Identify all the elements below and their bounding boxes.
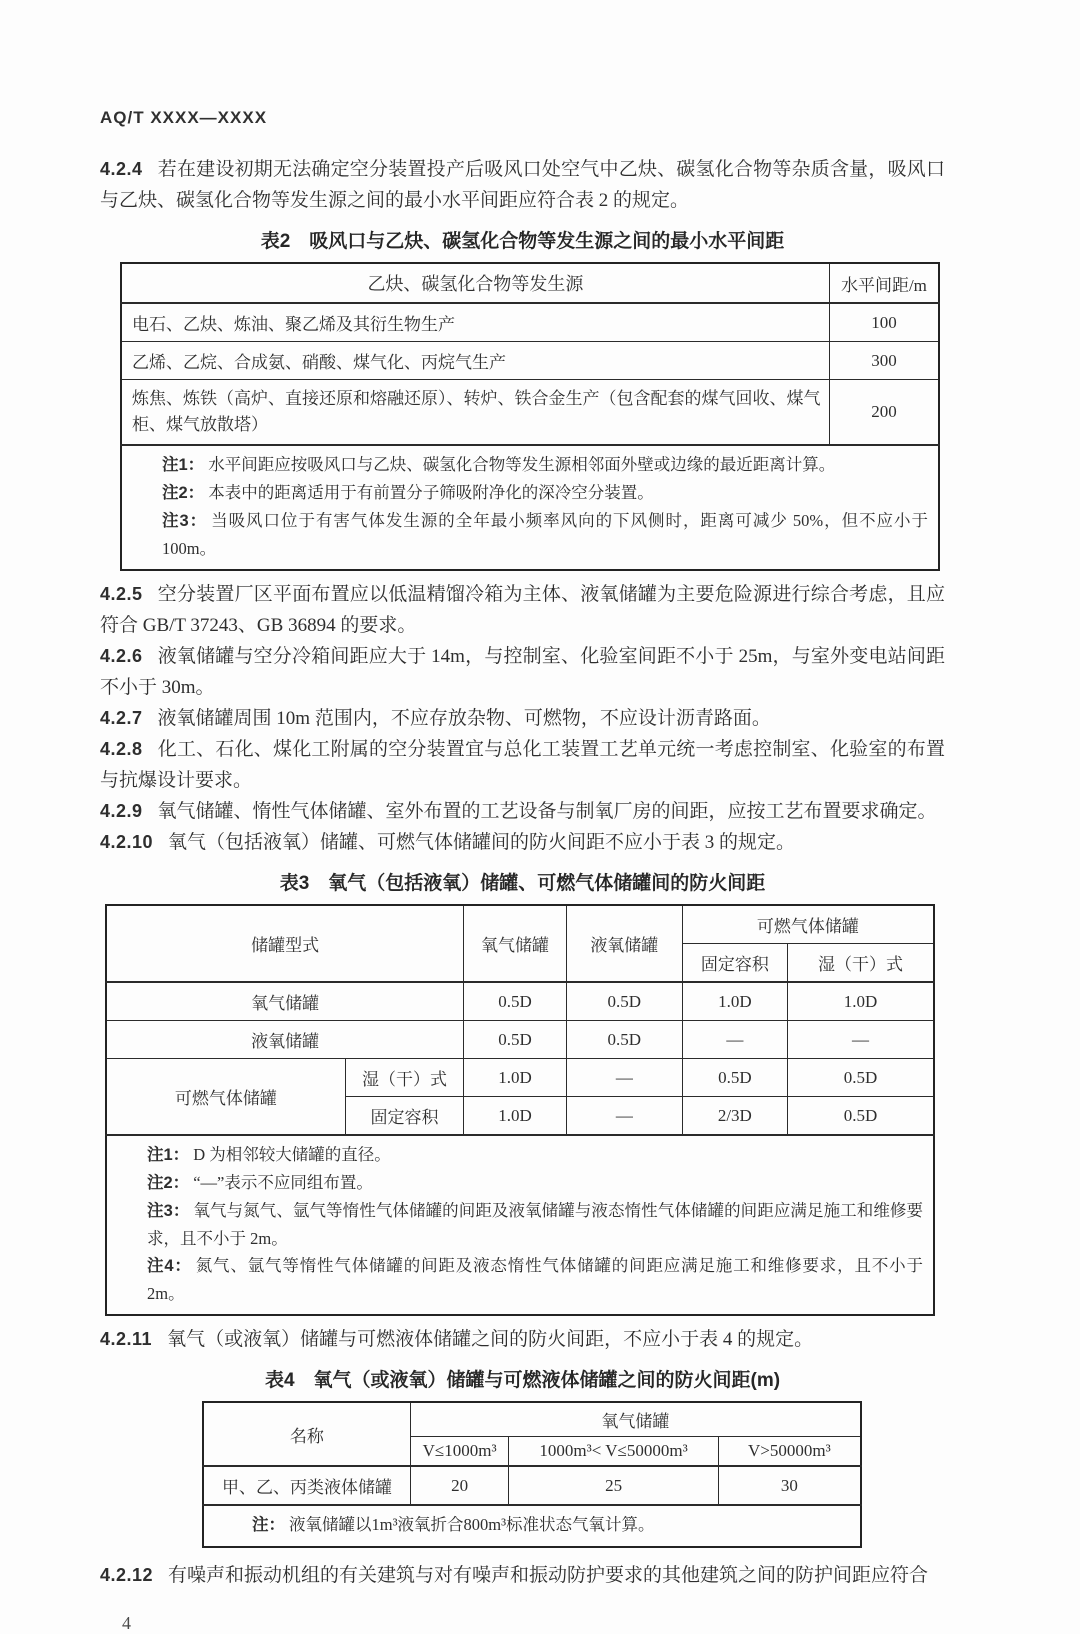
table-row <box>203 1466 861 1505</box>
clause-text: 若在建设初期无法确定空分装置投产后吸风口处空气中乙炔、碳氢化合物等杂质含量，吸风口与乙炔、碳氢化合物等发生源之间的最小水平间距应符合表 2 的规定。 <box>100 159 945 211</box>
clause-text: 化工、石化、煤化工附属的空分装置宜与总化工装置工艺单元统一考虑控制室、化验室的布置与抗爆设计要求。 <box>100 739 945 791</box>
note-text: 本表中的距离适用于有前置分子筛吸附净化的深冷空分装置。 <box>208 483 654 502</box>
note <box>162 479 928 507</box>
table-cell: 甲、乙、丙类液体储罐 <box>203 1466 410 1505</box>
table2-notes <box>121 445 939 570</box>
table2-header-distance: 水平间距/m <box>829 263 939 303</box>
table-row <box>106 1059 934 1097</box>
clause-text: 氧气（包括液氧）储罐、可燃气体储罐间的防火间距不应小于表 3 的规定。 <box>168 832 796 853</box>
table-cell: 湿（干）式 <box>345 1059 463 1097</box>
clause-4-2-4 <box>100 154 945 216</box>
table2-caption: 表2 吸风口与乙炔、碳氢化合物等发生源之间的最小水平间距 <box>260 231 785 252</box>
table3-header-wet: 湿（干）式 <box>787 944 934 983</box>
table-cell: — <box>566 1097 682 1136</box>
table-cell: 1.0D <box>464 1097 567 1136</box>
clause-number: 4.2.10 <box>100 832 154 852</box>
note-text: D 为相邻较大储罐的直径。 <box>193 1145 391 1164</box>
clause-4-2-11 <box>100 1324 945 1355</box>
note <box>147 1141 923 1169</box>
table3-header-type: 储罐型式 <box>106 905 464 982</box>
table-cell: 200 <box>829 380 939 446</box>
table-row <box>121 342 939 380</box>
table-cell: 30 <box>718 1466 861 1505</box>
clause-number: 4.2.8 <box>100 739 143 759</box>
note <box>147 1252 923 1307</box>
note <box>147 1169 923 1197</box>
table4-note <box>203 1505 861 1547</box>
table3-header-lox: 液氧储罐 <box>566 905 682 982</box>
table4-header-name: 名称 <box>203 1402 410 1466</box>
clause-4-2-8 <box>100 734 945 796</box>
clause-text: 液氧储罐周围 10m 范围内，不应存放杂物、可燃物，不应设计沥青路面。 <box>157 708 771 729</box>
table3-header-oxygen: 氧气储罐 <box>464 905 567 982</box>
table-cell: 炼焦、炼铁（高炉、直接还原和熔融还原）、转炉、铁合金生产（包含配套的煤气回收、煤气柜、煤气放散塔） <box>121 380 829 446</box>
table-cell: 0.5D <box>566 982 682 1021</box>
note-text: 液氧储罐以1m³液氧折合800m³标准状态气氧计算。 <box>289 1515 655 1534</box>
clause-4-2-6 <box>100 641 945 703</box>
note <box>162 451 928 479</box>
note-text: 水平间距应按吸风口与乙炔、碳氢化合物等发生源相邻面外壁或边缘的最近距离计算。 <box>208 455 836 474</box>
note <box>252 1511 850 1539</box>
clause-number: 4.2.5 <box>100 584 143 604</box>
table-cell: 0.5D <box>682 1059 787 1097</box>
note-label: 注2： <box>147 1174 190 1192</box>
table4-caption: 表4 氧气（或液氧）储罐与可燃液体储罐之间的防火间距(m) <box>264 1370 781 1391</box>
clause-4-2-10 <box>100 827 945 858</box>
table-cell: 液氧储罐 <box>106 1021 464 1059</box>
clause-text: 氧气储罐、惰性气体储罐、室外布置的工艺设备与制氧厂房的间距，应按工艺布置要求确定。 <box>157 801 937 822</box>
clause-text: 液氧储罐与空分冷箱间距应大于 14m，与控制室、化验室间距不小于 25m，与室外变电站间距不小于 30m。 <box>100 646 945 698</box>
table3 <box>105 904 935 1316</box>
clause-number: 4.2.4 <box>100 159 143 179</box>
table2-notes-row <box>121 445 939 570</box>
table4-header-oxygen-tank: 氧气储罐 <box>410 1402 861 1437</box>
table3-notes-row <box>106 1135 934 1315</box>
clause-number: 4.2.9 <box>100 801 143 821</box>
clause-4-2-12 <box>100 1560 945 1591</box>
note-text: 氧气与氮气、氩气等惰性气体储罐的间距及液氧储罐与液态惰性气体储罐的间距应满足施工和维修要求，且不小于 2m。 <box>147 1201 924 1248</box>
clause-number: 4.2.7 <box>100 708 143 728</box>
table-cell: 乙烯、乙烷、合成氨、硝酸、煤气化、丙烷气生产 <box>121 342 829 380</box>
table-cell: 0.5D <box>787 1059 934 1097</box>
table4-header-v2: 1000m³< V≤50000m³ <box>509 1437 718 1467</box>
table3-notes <box>106 1135 934 1315</box>
note-label: 注1： <box>147 1146 190 1164</box>
table3-header-fixed: 固定容积 <box>682 944 787 983</box>
table-cell: 电石、乙炔、炼油、聚乙烯及其衍生物生产 <box>121 303 829 342</box>
table-cell: 25 <box>509 1466 718 1505</box>
clause-number: 4.2.11 <box>100 1329 153 1349</box>
table-row <box>121 380 939 446</box>
note <box>147 1197 923 1252</box>
table4-note-row <box>203 1505 861 1547</box>
table-cell: 1.0D <box>682 982 787 1021</box>
table-row <box>121 303 939 342</box>
clause-4-2-5 <box>100 579 945 641</box>
table-cell: 20 <box>410 1466 509 1505</box>
table4-header-v1: V≤1000m³ <box>410 1437 509 1467</box>
note-label: 注1： <box>162 456 205 474</box>
table-cell: 0.5D <box>787 1097 934 1136</box>
table-cell: 0.5D <box>464 1021 567 1059</box>
table2-header-source: 乙炔、碳氢化合物等发生源 <box>121 263 829 303</box>
clause-number: 4.2.12 <box>100 1565 154 1585</box>
table-cell: 氧气储罐 <box>106 982 464 1021</box>
table-cell: 可燃气体储罐 <box>106 1059 345 1136</box>
clause-text: 氧气（或液氧）储罐与可燃液体储罐之间的防火间距，不应小于表 4 的规定。 <box>167 1329 814 1350</box>
note-label: 注3： <box>147 1202 190 1220</box>
page-number: 4 <box>122 1613 131 1633</box>
table3-caption: 表3 氧气（包括液氧）储罐、可燃气体储罐间的防火间距 <box>279 873 766 894</box>
table4-header-row-1 <box>203 1402 861 1437</box>
table-cell: 1.0D <box>787 982 934 1021</box>
table-cell: 0.5D <box>464 982 567 1021</box>
table-cell: 1.0D <box>464 1059 567 1097</box>
table-row <box>106 1021 934 1059</box>
table2 <box>120 262 940 571</box>
table-cell: — <box>682 1021 787 1059</box>
table-cell: 固定容积 <box>345 1097 463 1136</box>
table-cell: 0.5D <box>566 1021 682 1059</box>
note-label: 注2： <box>162 484 205 502</box>
note-text: 氮气、氩气等惰性气体储罐的间距及液态惰性气体储罐的间距应满足施工和维修要求，且不小于 2m。 <box>147 1256 923 1303</box>
table4-header-v3: V>50000m³ <box>718 1437 861 1467</box>
note-label: 注3： <box>162 512 208 530</box>
table-cell: — <box>566 1059 682 1097</box>
table2-header-row <box>121 263 939 303</box>
table-cell: 100 <box>829 303 939 342</box>
table-cell: 300 <box>829 342 939 380</box>
table4 <box>202 1401 862 1548</box>
clause-4-2-9 <box>100 796 945 827</box>
clause-text: 有噪声和振动机组的有关建筑与对有噪声和振动防护要求的其他建筑之间的防护间距应符合 <box>168 1565 929 1586</box>
table3-header-row-1 <box>106 905 934 944</box>
table-cell: — <box>787 1021 934 1059</box>
note-text: “—”表示不应同组布置。 <box>193 1173 373 1192</box>
note-label: 注4： <box>147 1257 192 1275</box>
note-label: 注： <box>252 1516 285 1534</box>
table3-header-flammable: 可燃气体储罐 <box>682 905 934 944</box>
clause-number: 4.2.6 <box>100 646 143 666</box>
table-cell: 2/3D <box>682 1097 787 1136</box>
doc-header: AQ/T XXXX—XXXX <box>100 108 268 127</box>
clause-4-2-7 <box>100 703 945 734</box>
note-text: 当吸风口位于有害气体发生源的全年最小频率风向的下风侧时，距离可减少 50%，但不应小于 100m。 <box>162 511 928 558</box>
note <box>162 507 928 562</box>
table-row <box>106 982 934 1021</box>
clause-text: 空分装置厂区平面布置应以低温精馏冷箱为主体、液氧储罐为主要危险源进行综合考虑，且应符合 GB/T 37243、GB 36894 的要求。 <box>100 584 945 636</box>
